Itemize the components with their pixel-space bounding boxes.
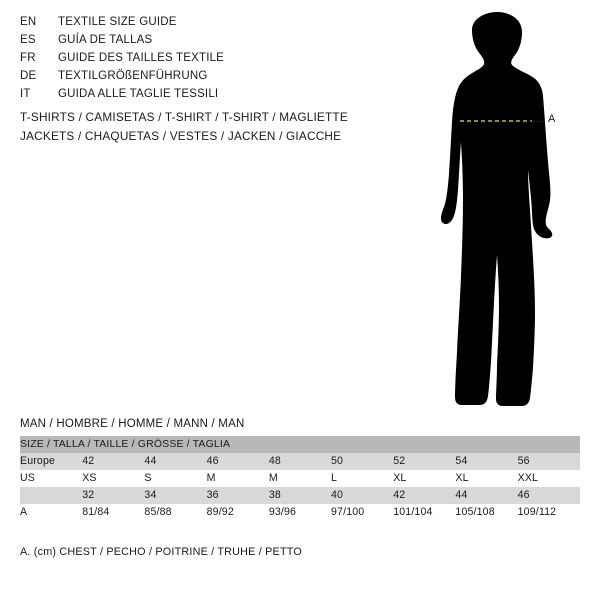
table-cell: 89/92 xyxy=(207,504,269,521)
language-code: DE xyxy=(20,70,37,82)
language-code: ES xyxy=(20,34,36,46)
table-cell: 46 xyxy=(518,487,580,504)
language-title: TEXTILGRÖßENFÜHRUNG xyxy=(58,70,208,82)
table-cell: XXL xyxy=(518,470,580,487)
table-cell: 54 xyxy=(455,453,517,470)
table-cell: 34 xyxy=(144,487,206,504)
garment-category-list xyxy=(20,110,380,148)
language-row xyxy=(20,70,350,88)
table-cell: 38 xyxy=(269,487,331,504)
table-cell: XL xyxy=(455,470,517,487)
table-cell: 48 xyxy=(269,453,331,470)
table-cell: 40 xyxy=(331,487,393,504)
male-silhouette-figure xyxy=(400,10,595,410)
language-row xyxy=(20,34,350,52)
table-cell: 46 xyxy=(207,453,269,470)
table-cell: 105/108 xyxy=(455,504,517,521)
table-cell: 81/84 xyxy=(82,504,144,521)
size-table xyxy=(20,436,580,521)
table-cell: M xyxy=(207,470,269,487)
table-cell: S xyxy=(144,470,206,487)
category-jackets: JACKETS / CHAQUETAS / VESTES / JACKEN / GIACCHE xyxy=(20,129,342,143)
language-row xyxy=(20,16,350,34)
table-cell: 42 xyxy=(82,453,144,470)
table-header-label: SIZE / TALLA / TAILLE / GRÖSSE / TAGLIA xyxy=(20,436,580,453)
table-cell: 44 xyxy=(455,487,517,504)
table-row xyxy=(20,504,580,521)
table-cell: 50 xyxy=(331,453,393,470)
table-cell: 97/100 xyxy=(331,504,393,521)
language-title: GUIDE DES TAILLES TEXTILE xyxy=(58,52,225,64)
footnote-chest-measure: A. (cm) CHEST / PECHO / POITRINE / TRUHE / PETTO xyxy=(20,546,302,558)
table-row xyxy=(20,453,580,470)
table-cell: 56 xyxy=(518,453,580,470)
row-label: US xyxy=(20,470,82,487)
table-header-row xyxy=(20,436,580,453)
measure-label-a: A xyxy=(548,113,556,125)
language-title: GUÍA DE TALLAS xyxy=(58,34,153,46)
table-cell: 36 xyxy=(207,487,269,504)
row-label xyxy=(20,487,82,504)
table-cell: 109/112 xyxy=(518,504,580,521)
language-list xyxy=(20,16,350,106)
table-cell: 93/96 xyxy=(269,504,331,521)
language-code: EN xyxy=(20,16,37,28)
measure-leader-line xyxy=(528,121,544,122)
size-table-section xyxy=(20,418,580,521)
language-row xyxy=(20,52,350,70)
table-row xyxy=(20,487,580,504)
language-code: IT xyxy=(20,88,31,100)
table-cell: 42 xyxy=(393,487,455,504)
table-cell: 44 xyxy=(144,453,206,470)
language-title: GUIDA ALLE TAGLIE TESSILI xyxy=(58,88,219,100)
table-title: MAN / HOMBRE / HOMME / MANN / MAN xyxy=(20,418,245,430)
language-title: TEXTILE SIZE GUIDE xyxy=(58,16,177,28)
row-label: A xyxy=(20,504,82,521)
silhouette-icon xyxy=(400,10,595,410)
table-cell: XS xyxy=(82,470,144,487)
language-row xyxy=(20,88,350,106)
table-cell: 101/104 xyxy=(393,504,455,521)
table-cell: 32 xyxy=(82,487,144,504)
table-cell: XL xyxy=(393,470,455,487)
table-cell: L xyxy=(331,470,393,487)
category-tshirts: T-SHIRTS / CAMISETAS / T-SHIRT / T-SHIRT / MAGLIETTE xyxy=(20,110,348,124)
language-code: FR xyxy=(20,52,36,64)
table-cell: 85/88 xyxy=(144,504,206,521)
table-cell: M xyxy=(269,470,331,487)
table-row xyxy=(20,470,580,487)
row-label: Europe xyxy=(20,453,82,470)
table-cell: 52 xyxy=(393,453,455,470)
